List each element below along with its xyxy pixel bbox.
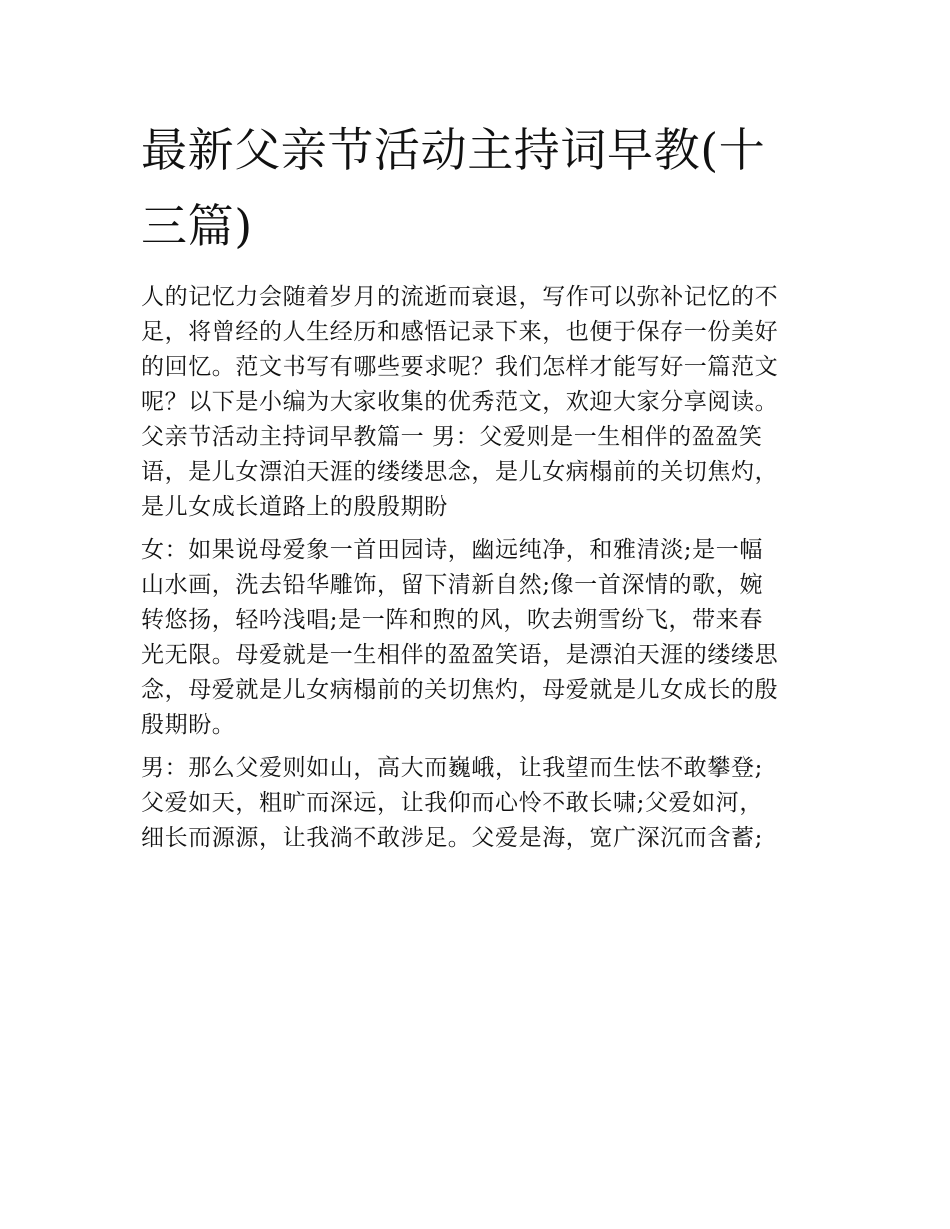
document-content <box>141 112 813 856</box>
text-line: 女：如果说母爱象一首田园诗，幽远纯净，和雅清淡;是一幅 <box>141 537 763 563</box>
text-line: 念，母爱就是儿女病榻前的关切焦灼，母爱就是儿女成长的殷 <box>141 677 779 703</box>
text-line: 足，将曾经的人生经历和感悟记录下来，也便于保存一份美好 <box>141 319 779 345</box>
text-line: 转悠扬，轻吟浅唱;是一阵和煦的风，吹去朔雪纷飞，带来春 <box>141 607 763 633</box>
document-title <box>141 112 813 264</box>
paragraph-intro <box>141 280 813 525</box>
text-line: 人的记忆力会随着岁月的流逝而衰退，写作可以弥补记忆的不 <box>141 284 779 310</box>
text-line: 语，是儿女漂泊天涯的缕缕思念，是儿女病榻前的关切焦灼， <box>141 459 779 485</box>
text-line: 光无限。母爱就是一生相伴的盈盈笑语，是漂泊天涯的缕缕思 <box>141 642 779 668</box>
text-line: 细长而源源，让我淌不敢涉足。父爱是海，宽广深沉而含蓄; <box>141 825 763 851</box>
title-line: 三篇) <box>141 199 253 253</box>
paragraph-male <box>141 751 813 856</box>
text-line: 殷期盼。 <box>141 712 236 738</box>
text-line: 男：那么父爱则如山，高大而巍峨，让我望而生怯不敢攀登; <box>141 755 763 781</box>
text-line: 呢？以下是小编为大家收集的优秀范文，欢迎大家分享阅读。 <box>141 389 779 415</box>
paragraph-female <box>141 533 813 743</box>
text-line: 父爱如天，粗旷而深远，让我仰而心怜不敢长啸;父爱如河， <box>141 790 763 816</box>
text-line: 是儿女成长道路上的殷殷期盼 <box>141 494 448 520</box>
text-line: 父亲节活动主持词早教篇一 男：父爱则是一生相伴的盈盈笑 <box>141 424 763 450</box>
title-line: 最新父亲节活动主持词早教(十 <box>141 123 766 177</box>
text-line: 山水画，洗去铅华雕饰，留下清新自然;像一首深情的歌，婉 <box>141 572 763 598</box>
text-line: 的回忆。范文书写有哪些要求呢？我们怎样才能写好一篇范文 <box>141 354 779 380</box>
